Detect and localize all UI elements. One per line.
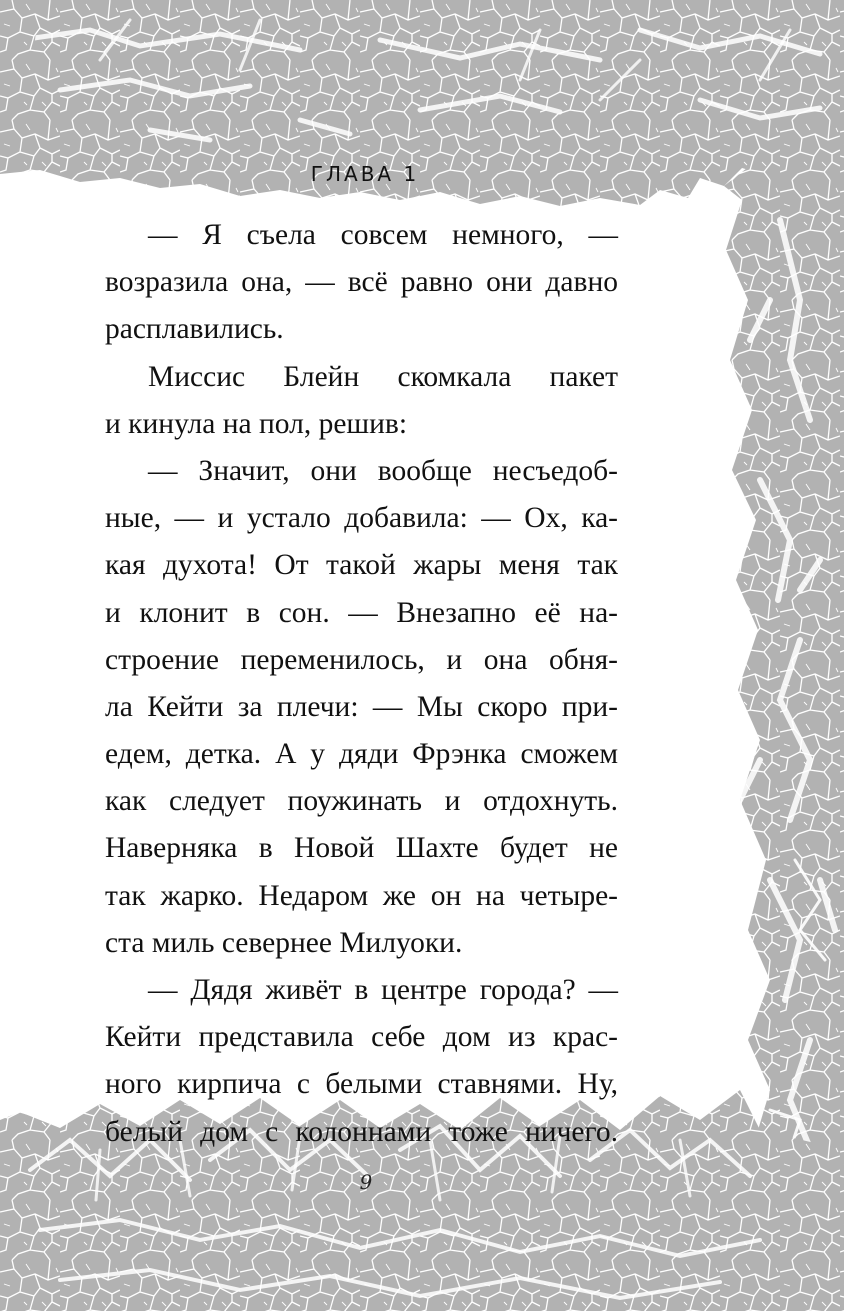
body-text: [105, 212, 618, 1156]
page-number: 9: [359, 1170, 373, 1194]
text-line: белый дом с колоннами тоже ничего.: [105, 1115, 618, 1148]
text-line: ста миль севернее Милуоки.: [105, 926, 463, 959]
text-line: и кинула на пол, решив:: [105, 407, 408, 440]
text-line: Кейти представила себе дом из крас-: [105, 1021, 618, 1054]
text-line: и клонит в сон. — Внезапно её на-: [105, 596, 618, 629]
text-line: возразила она, — всё равно они давно: [105, 266, 618, 299]
paragraph: [105, 212, 618, 354]
text-line: как следует поужинать и отдохнуть.: [105, 785, 618, 818]
text-line: ла Кейти за плечи: — Мы скоро при-: [105, 690, 618, 723]
chapter-heading: ГЛАВА 1: [310, 162, 420, 186]
text-line: Наверняка в Новой Шахте будет не: [105, 832, 618, 865]
text-line: строение переменилось, и она обня-: [105, 643, 618, 676]
text-line: — Я съела совсем немного, —: [148, 219, 618, 251]
text-line: расплавились.: [105, 313, 284, 346]
text-line: ные, — и устало добавила: — Ох, ка-: [105, 502, 618, 535]
paragraph: [105, 967, 618, 1156]
text-line: Миссис Блейн скомкала пакет: [148, 360, 618, 393]
text-line: так жарко. Недаром же он на четыре-: [105, 879, 618, 912]
text-line: едем, детка. А у дяди Фрэнка сможем: [105, 738, 618, 771]
text-line: ного кирпича с белыми ставнями. Ну,: [105, 1068, 618, 1101]
text-line: — Значит, они вообще несъедоб-: [148, 454, 618, 487]
paragraph: [105, 448, 618, 967]
paragraph: [105, 354, 618, 448]
text-line: — Дядя живёт в центре города? —: [148, 974, 618, 1006]
text-line: кая духота! От такой жары меня так: [105, 549, 618, 582]
